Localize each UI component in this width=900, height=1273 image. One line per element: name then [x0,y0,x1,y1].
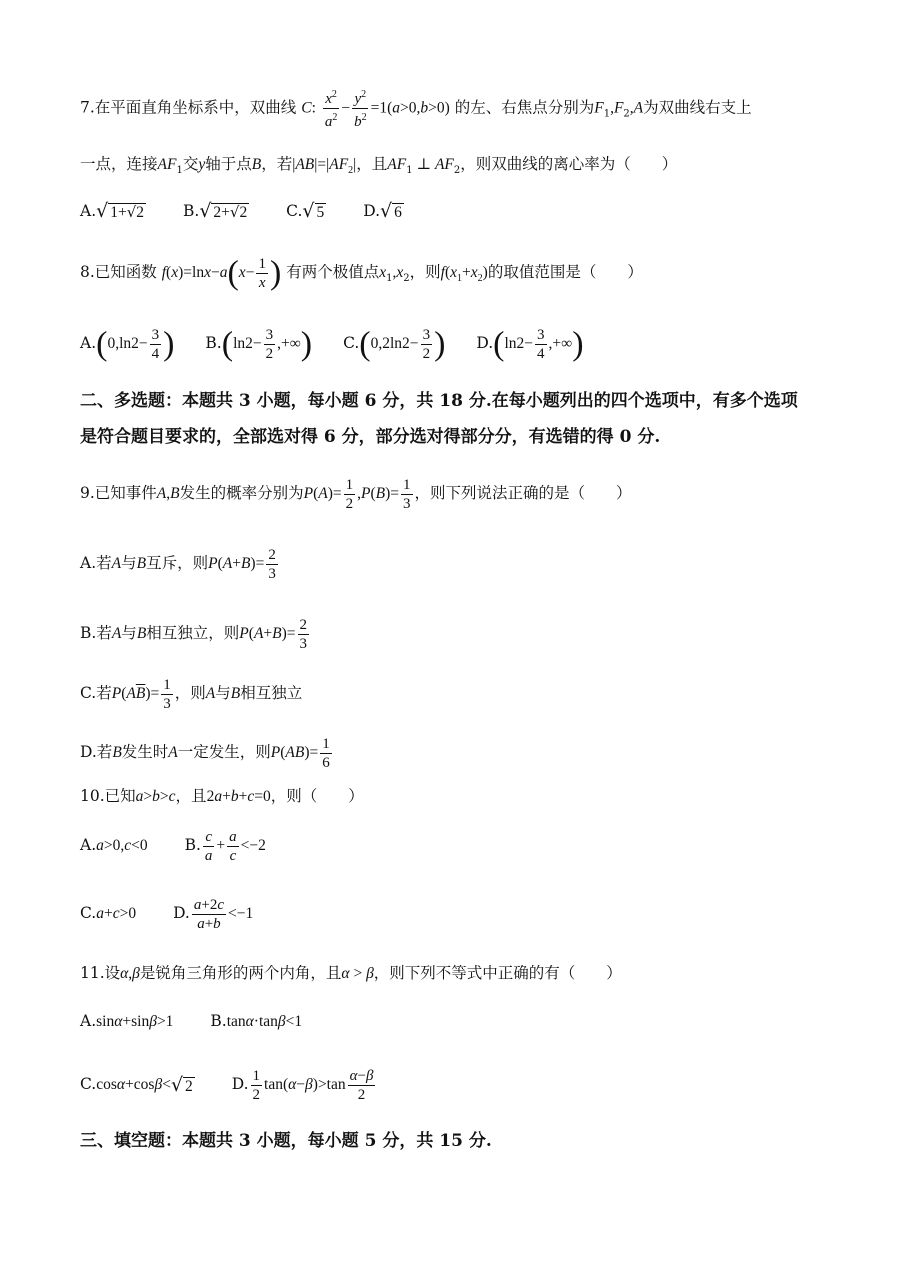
q11-options-row1 [80,1010,334,1033]
q9-text: 9.已知事件 [80,484,157,503]
q10-line: 10.已知a>b>c，且2a+b+c=0，则（ ） [80,787,364,805]
q7-text: 轴于点 [205,155,252,173]
q8-text: 的取值范围是（ ） [487,263,643,282]
q9-option-b: B.若A与B相互独立，则P(A+B)= $\frac{2}{3}$ [80,617,308,652]
section-2-heading: 二、多选题：本题共 3 小题，每小题 6 分，共 18 分.在每小题列出的四个选项中，有多个选项 [80,391,798,411]
q7-option-c: C.√ 5 [286,200,325,222]
q8-function-formula: f(x)=lnx−a(x− $\frac{1}{x}$ ) [161,254,282,292]
q8-line: 8.已知函数 f(x)=lnx−a(x− $\frac{1}{x}$ ) 有两个极值点$x_1,x_2$，则$f(x_1+x_2)$的取值范围是（ ） [80,254,643,292]
q7-line-1: 7.在平面直角坐标系中，双曲线 C: $\frac{x^2}{a^2}$ − $\frac{y^2}{b^2}$ =1(a>0,b>0) 的左、右焦点分别为$F_1,F_2,A$为双曲线右支上 [80,86,752,131]
section-3-heading: 三、填空题：本题共 3 小题，每小题 5 分，共 15 分. [80,1131,492,1151]
q10-option-c: C.a+c>0 [80,904,137,923]
q11-text: 11.设 [80,964,121,982]
q10-options-row1 [80,828,298,865]
q10-option-b: B. $\frac{c}{a}$ + $\frac{a}{c}$ <−2 [184,829,266,864]
q7-formula-hyperbola: C [301,99,312,117]
q7-option-d: D.√ 6 [363,200,402,222]
q10-text: ，则（ ） [270,787,364,805]
q7-text: 为双曲线右支上 [643,98,752,117]
q7-text: ，若 [261,155,293,173]
q8-text: ，则 [409,263,441,282]
q8-option-a: A.(0,ln2− $\frac{3}{4}$ ) [80,325,175,363]
q9-text: 发生的概率分别为 [179,484,304,503]
q7-line-2: 一点，连接$AF_1$交y轴于点B，若$|AB|=|AF_2|$，且$AF_1$ ⊥ $AF_2$，则双曲线的离心率为（ ） [80,155,678,177]
q11-options-row2 [80,1067,409,1104]
q11-option-c: C.cosα+cosβ<√ 2 [80,1073,193,1096]
q7-text: 交 [182,155,199,173]
q11-option-d: D. $\frac{1}{2}$ tan(α−β)>tan $\frac{\alpha-\beta}{2}$ [231,1068,374,1103]
q8-text: 8.已知函数 [80,263,157,282]
q7-text: 一点，连接 [80,155,158,173]
q11-line: 11.设α,β是锐角三角形的两个内角，且α > β，则下列不等式中正确的有（ ） [80,964,622,982]
q8-text: 有两个极值点 [286,263,380,282]
q9-line: 9.已知事件A,B发生的概率分别为P(A)= $\frac{1}{2}$ ,P(B)= $\frac{1}{3}$ ，则下列说法正确的是（ ） [80,477,632,512]
q11-option-a: A.sinα+sinβ>1 [80,1012,174,1030]
fraction-y2-b2: $\frac{y^2}{b^2}$ [352,86,369,131]
q10-text: ，且 [175,787,207,805]
q8-option-d: D.(ln2− $\frac{3}{4}$ ,+∞) [476,325,584,363]
q8-option-b: B.(ln2− $\frac{3}{2}$ ,+∞) [205,325,313,363]
q7-text: 的左、右焦点分别为 [454,98,595,117]
q7-options [80,200,436,224]
section-2-heading-cont: 是符合题目要求的，全部选对得 6 分，部分选对得部分分，有选错的得 0 分. [80,427,661,447]
q10-text: 10.已知 [80,787,136,805]
q7-option-b: B.√ 2+√2 [182,200,248,222]
q11-text: 是锐角三角形的两个内角，且 [139,964,342,982]
q9-text: ，则下列说法正确的是（ ） [414,484,632,503]
q11-text: ，则下列不等式中正确的有（ ） [373,964,622,982]
q8-option-c: C.(0,2ln2− $\frac{3}{2}$ ) [343,325,446,363]
q8-options [80,326,584,363]
q10-option-d: D. $\frac{a+2c}{a+b}$ <−1 [173,897,254,932]
q9-option-c: C.若$P(A\overline{B})=$ $\frac{1}{3}$ ，则A与B相互独立 [80,677,303,712]
q10-options-row2 [80,896,285,933]
q7-text: ，则双曲线的离心率为（ ） [460,155,678,173]
q11-option-b: B.tanα·tanβ<1 [210,1012,303,1030]
q9-option-a: A.若A与B互斥，则P(A+B)= $\frac{2}{3}$ [80,547,276,582]
q7-text: ，且 [356,155,388,173]
q7-text: 7.在平面直角坐标系中，双曲线 [80,98,297,117]
q7-option-a: A.√ 1+√2 [80,200,145,222]
fraction-x2-a2: $\frac{x^2}{a^2}$ [323,86,340,131]
q10-option-a: A.a>0,c<0 [80,836,148,855]
q9-option-d: D.若B发生时A一定发生，则P(AB)= $\frac{1}{6}$ [80,736,330,771]
